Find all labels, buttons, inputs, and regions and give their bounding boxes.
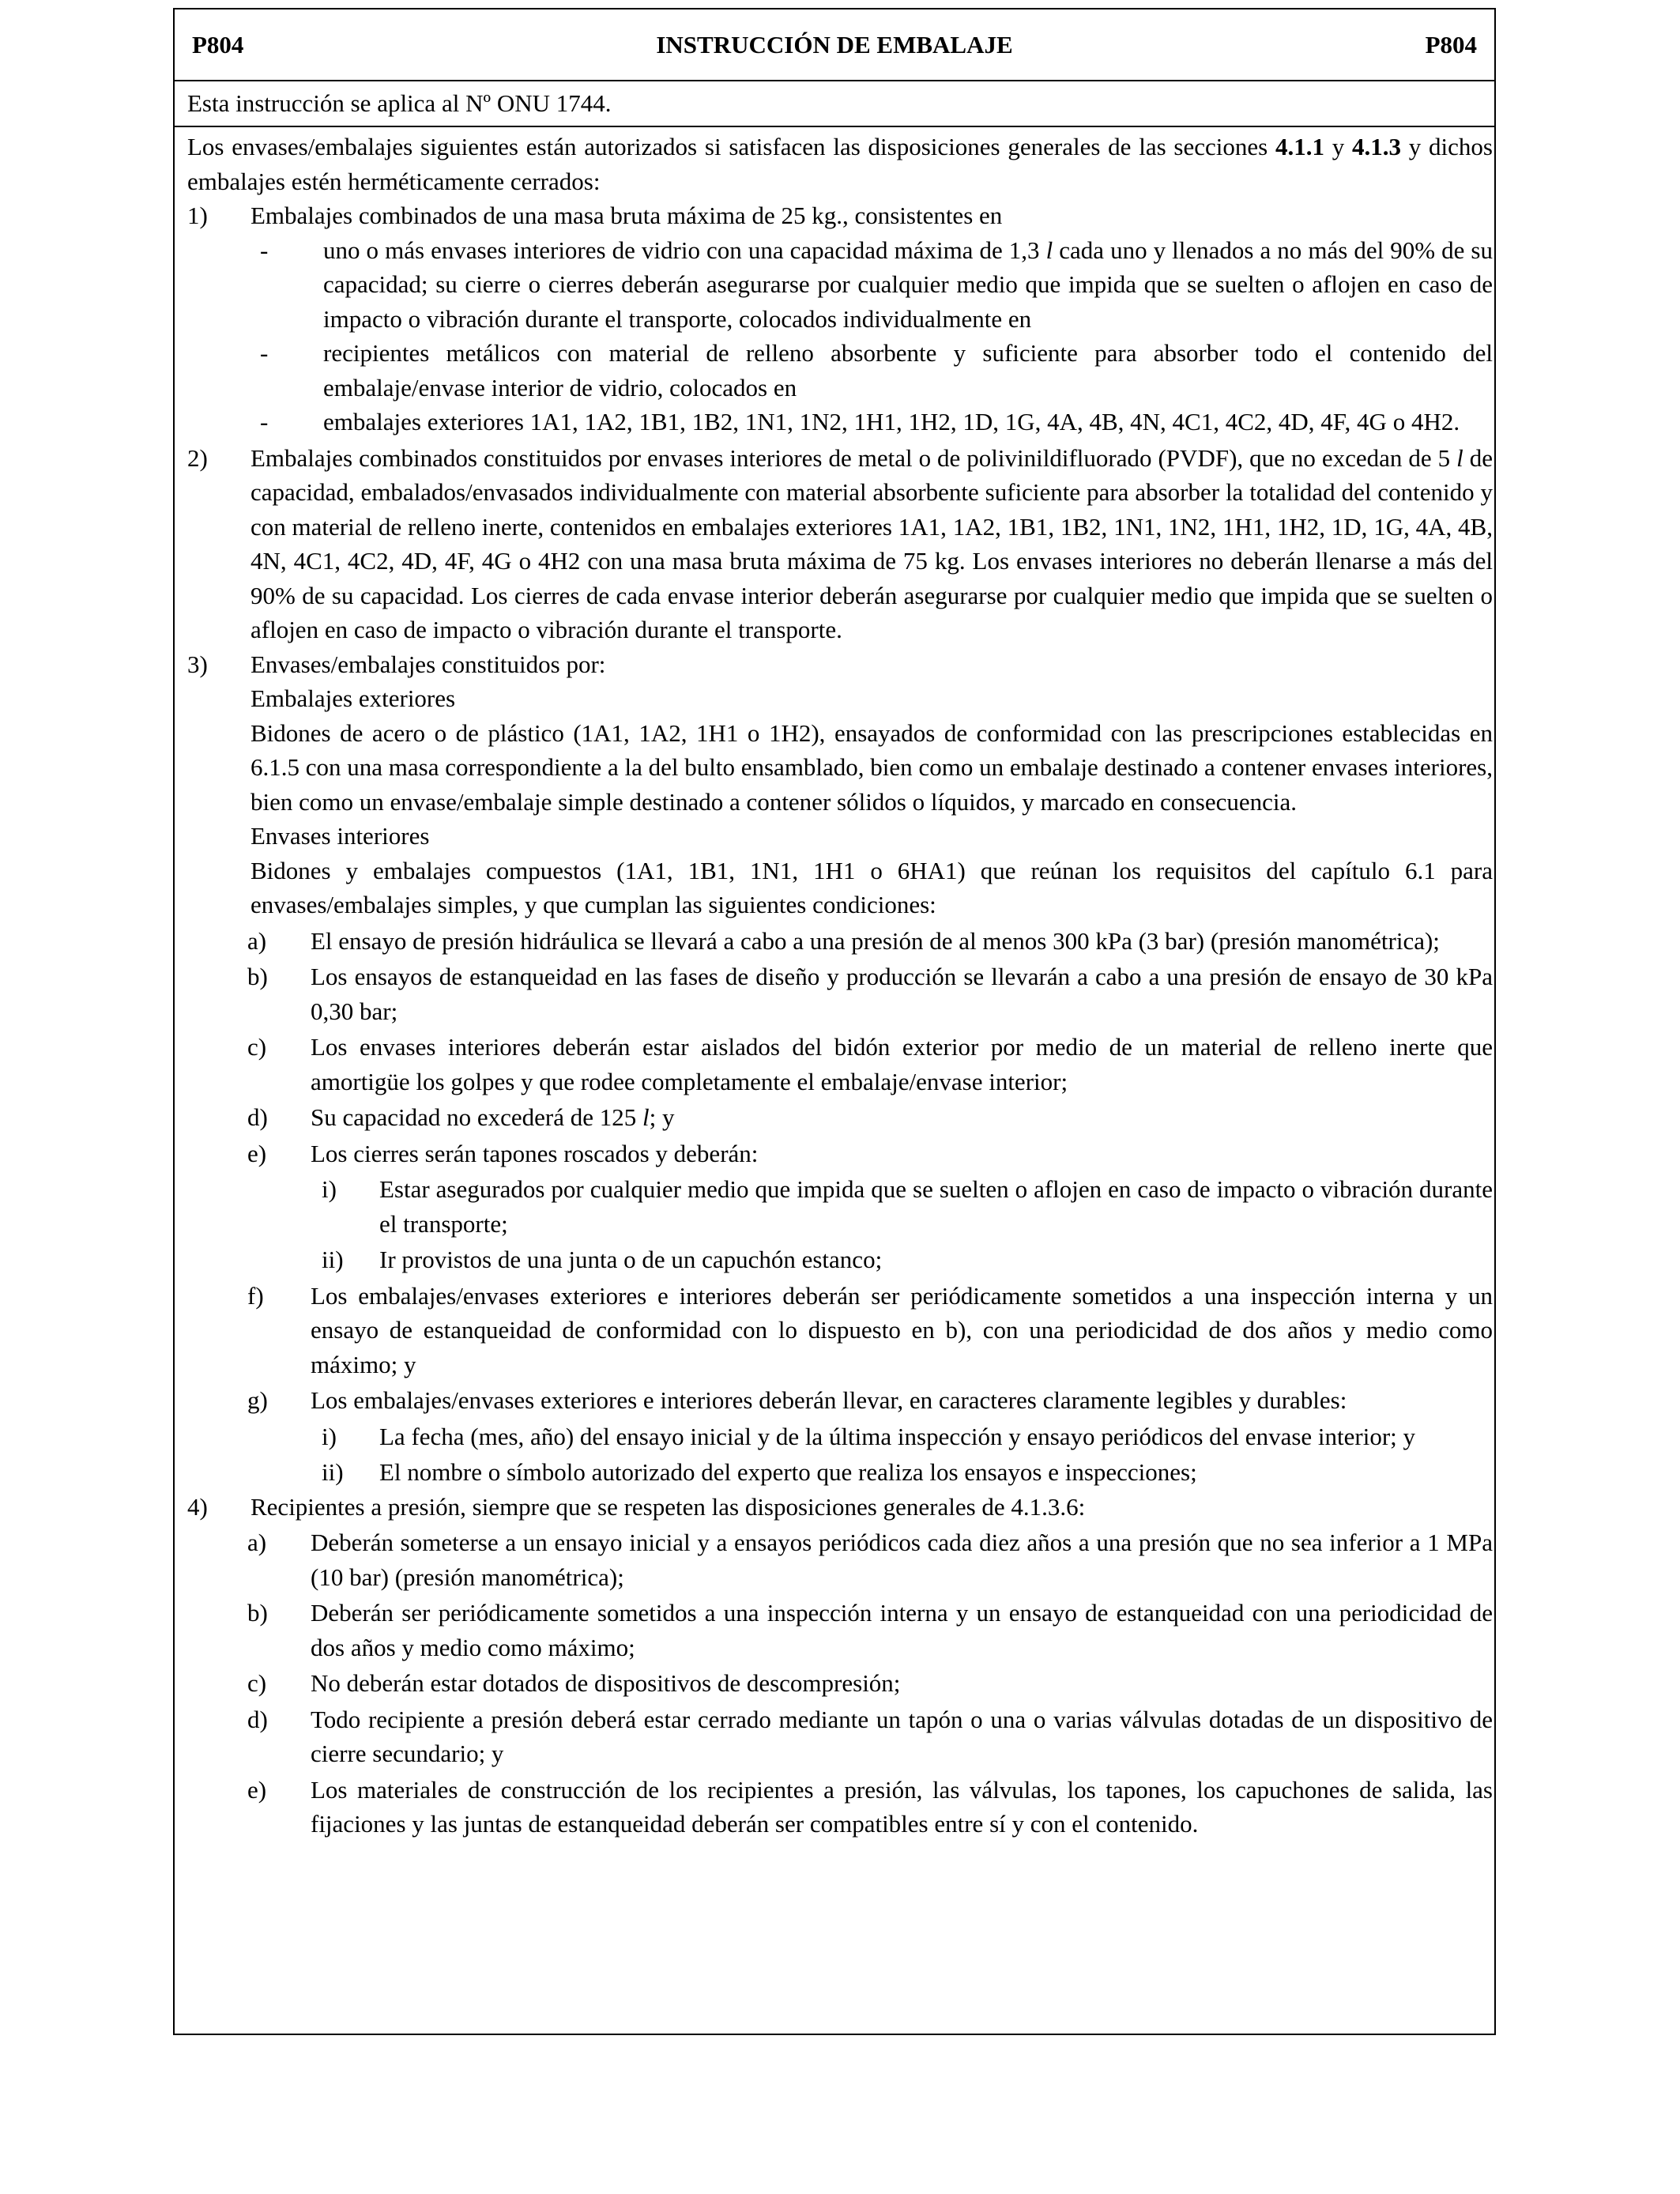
dash-text: uno o más envases interiores de vidrio con una capacidad máxima de 1,3 l cada uno y llenados a no más del 90% de su capacidad; su cierre o cierres deberán asegurarse por cualquier medio que impida que se suelten o aflojen en caso de impacto o vibración durante el transporte, colocados individualmente en — [323, 236, 1493, 333]
item-label: 1) — [187, 202, 208, 229]
item-4-d — [187, 1702, 1493, 1771]
dash-text: embalajes exteriores 1A1, 1A2, 1B1, 1B2, 1N1, 1N2, 1H1, 1H2, 1D, 1G, 4A, 4B, 4N, 4C1, 4C2, 4D, 4F, 4G o 4H2. — [323, 408, 1460, 435]
item-4-b — [187, 1596, 1493, 1664]
item-4 — [187, 1490, 1493, 1525]
sub-label: b) — [247, 1599, 268, 1627]
sub-label: a) — [247, 1529, 267, 1556]
item-3-d — [187, 1100, 1493, 1135]
sub-label: a) — [247, 926, 267, 955]
item-3-f — [187, 1279, 1493, 1382]
outer-packaging-text: Bidones de acero o de plástico (1A1, 1A2, 1H1 o 1H2), ensayados de conformidad con las prescripciones establecidas en 6.1.5 con una masa correspondiente a la del bulto ensamblado, bien como un embalaje destinado a contener envases interiores, bien como un envase/embalaje simple destinado a contener sólidos o líquidos, y marcado en consecuencia. — [250, 718, 1493, 816]
sub-label: f) — [247, 1281, 264, 1310]
item-3-a — [187, 924, 1493, 959]
item-3 — [187, 647, 1493, 682]
sub-label: g) — [247, 1386, 268, 1414]
item-1-dash-1 — [187, 233, 1493, 337]
sub-label: e) — [247, 1775, 267, 1804]
item-label: 4) — [187, 1492, 208, 1521]
intro-paragraph: Los envases/embalajes siguientes están autorizados si satisfacen las disposiciones generales de las secciones 4.1.1 y 4.1.3 y dichos embalajes estén herméticamente cerrados: — [187, 133, 1493, 195]
item-3-c — [187, 1030, 1493, 1099]
instruction-body — [187, 130, 1493, 1842]
item-label: 3) — [187, 650, 208, 678]
roman-text: Estar asegurados por cualquier medio que impida que se suelten o aflojen en caso de impacto o vibración durante el transporte; — [379, 1175, 1493, 1238]
sub-text: Deberán someterse a un ensayo inicial y a ensayos periódicos cada diez años a una presión que no sea inferior a 1 MPa (10 bar) (presión manométrica); — [311, 1529, 1493, 1591]
item-3-e-ii — [187, 1242, 1493, 1277]
instruction-code-right: P804 — [1425, 31, 1477, 58]
item-4-a — [187, 1525, 1493, 1594]
outer-packaging-heading: Embalajes exteriores — [250, 684, 456, 712]
sub-text: Los envases interiores deberán estar aislados del bidón exterior por medio de un material de relleno inerte que amortigüe los golpes y que rodee completamente el embalaje/envase interior; — [311, 1033, 1493, 1095]
roman-text: El nombre o símbolo autorizado del experto que realiza los ensayos e inspecciones; — [379, 1458, 1197, 1486]
sub-text: Los embalajes/envases exteriores e interiores deberán llevar, en caracteres claramente legibles y durables: — [311, 1386, 1347, 1414]
item-text: Envases/embalajes constituidos por: — [250, 650, 606, 678]
sub-text: Su capacidad no excederá de 125 l; y — [311, 1103, 675, 1131]
section-ref-4-1-1: 4.1.1 — [1275, 133, 1324, 160]
dash-label: - — [260, 236, 269, 264]
item-3-g-ii — [187, 1455, 1493, 1490]
item-1-dash-2 — [187, 336, 1493, 405]
item-3-e — [187, 1137, 1493, 1171]
item-3-b — [187, 959, 1493, 1028]
sub-text: Los cierres serán tapones roscados y deberán: — [311, 1139, 759, 1167]
roman-label: ii) — [322, 1246, 344, 1273]
sub-label: d) — [247, 1705, 268, 1733]
item-3-g-i — [187, 1419, 1493, 1454]
sub-text: Deberán ser periódicamente sometidos a una inspección interna y un ensayo de estanqueidad con una periodicidad de dos años y medio como máximo; — [311, 1599, 1493, 1661]
dash-label: - — [260, 408, 269, 435]
roman-text: La fecha (mes, año) del ensayo inicial y de la última inspección y ensayo periódicos del envase interior; y — [379, 1422, 1416, 1450]
scope-text: Esta instrucción se aplica al Nº ONU 1744. — [187, 89, 612, 117]
sub-label: c) — [247, 1669, 267, 1697]
header-row — [175, 9, 1494, 81]
sub-label: b) — [247, 963, 268, 990]
item-2 — [187, 441, 1493, 647]
item-text: Embalajes combinados de una masa bruta máxima de 25 kg., consistentes en — [250, 202, 1003, 229]
sub-label: d) — [247, 1103, 268, 1131]
item-1 — [187, 198, 1493, 233]
item-text: Embalajes combinados constituidos por envases interiores de metal o de polivinildifluorado (PVDF), que no excedan de 5 l de capacidad, embalados/envasados individualmente con material absorbente suficiente para absorber la totalidad del contenido y con material de relleno inerte, contenidos en embalajes exteriores 1A1, 1A2, 1B1, 1B2, 1N1, 1N2, 1H1, 1H2, 1D, 1G, 4A, 4B, 4N, 4C1, 4C2, 4D, 4F, 4G o 4H2 con una masa bruta máxima de 75 kg. Los envases interiores no deberán llenarse a más del 90% de su capacidad. Los cierres de cada envase interior deberán asegurarse por cualquier medio que impida que se suelten o aflojen en caso de impacto o vibración durante el transporte. — [250, 443, 1493, 643]
dash-label: - — [260, 339, 269, 367]
item-label: 2) — [187, 443, 208, 472]
scope-row — [175, 81, 1494, 127]
dash-text: recipientes metálicos con material de relleno absorbente y suficiente para absorber todo el contenido del embalaje/envase interior de vidrio, colocados en — [323, 339, 1493, 401]
item-3-e-i — [187, 1172, 1493, 1241]
inner-packaging-heading: Envases interiores — [250, 822, 430, 850]
sub-text: Los materiales de construcción de los recipientes a presión, las válvulas, los tapones, los capuchones de salida, las fijaciones y las juntas de estanqueidad deberán ser compatibles entre sí y con el contenido. — [311, 1775, 1493, 1838]
sub-text: Los embalajes/envases exteriores e interiores deberán ser periódicamente sometidos a una inspección interna y un ensayo de estanqueidad de conformidad con lo dispuesto en b), con una periodicidad de dos años y medio como máximo; y — [311, 1281, 1493, 1378]
item-1-dash-3 — [187, 405, 1493, 439]
instruction-title: INSTRUCCIÓN DE EMBALAJE — [656, 31, 1013, 58]
packing-instruction-table — [173, 8, 1496, 2035]
sub-text: No deberán estar dotados de dispositivos de descompresión; — [311, 1669, 901, 1697]
roman-label: i) — [322, 1422, 337, 1450]
item-4-c — [187, 1666, 1493, 1701]
sub-text: Los ensayos de estanqueidad en las fases de diseño y producción se llevarán a cabo a una presión de ensayo de 30 kPa 0,30 bar; — [311, 963, 1493, 1025]
item-text: Recipientes a presión, siempre que se respeten las disposiciones generales de 4.1.3.6: — [250, 1492, 1086, 1521]
roman-label: i) — [322, 1175, 337, 1203]
sub-label: c) — [247, 1033, 267, 1061]
sub-text: El ensayo de presión hidráulica se llevará a cabo a una presión de al menos 300 kPa (3 bar) (presión manométrica); — [311, 926, 1440, 955]
item-4-e — [187, 1773, 1493, 1842]
roman-text: Ir provistos de una junta o de un capuchón estanco; — [379, 1246, 883, 1273]
sub-text: Todo recipiente a presión deberá estar cerrado mediante un tapón o una o varias válvulas dotadas de un dispositivo de cierre secundario; y — [311, 1705, 1493, 1767]
inner-packaging-text: Bidones y embalajes compuestos (1A1, 1B1, 1N1, 1H1 o 6HA1) que reúnan los requisitos del capítulo 6.1 para envases/embalajes simples, y que cumplan las siguientes condiciones: — [250, 856, 1493, 918]
roman-label: ii) — [322, 1458, 344, 1486]
instruction-code-left: P804 — [192, 31, 244, 58]
section-ref-4-1-3: 4.1.3 — [1352, 133, 1402, 160]
item-3-g — [187, 1383, 1493, 1418]
sub-label: e) — [247, 1139, 267, 1167]
